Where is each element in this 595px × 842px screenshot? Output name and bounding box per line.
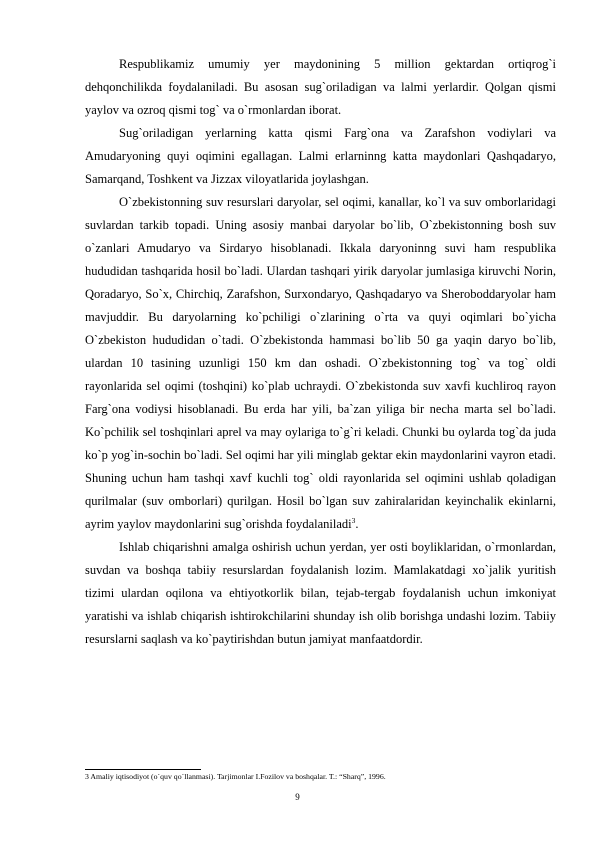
paragraph-end-punctuation: . bbox=[355, 517, 359, 531]
footnote: 3 Amaliy iqtisodiyot (o`quv qo`llanmasi). Tarjimonlar I.Fozilov va boshqalar. T.: “Sharq”, 1996. bbox=[85, 772, 386, 781]
paragraph-land-use: Respublikamiz umumiy yer maydonining 5 million gektardan ortiqrog`i dehqonchilikda foydalaniladi. Bu asosan sug`oriladigan va lalmi yerlardir. Qolgan qismi yaylov va ozroq qismi tog` va o`rmonlardan iborat. bbox=[85, 57, 556, 117]
paragraph-water-resources-text: O`zbekistonning suv resurslari daryolar, sel oqimi, kanallar, ko`l va suv omborlaridagi suvlardan tarkib topadi. Uning asosiy manbai daryolar bo`lib, O`zbekistonning bosh suv o`zanlari Amudaryo va Sirdaryo hisoblanadi. Ikkala daryoninng suvi ham respublika hududidan tashqarida hosil bo`ladi. Ulardan tashqari yirik daryolar jumlasiga kiruvchi Norin, Qoradaryo, So`x, Chirchiq, Zarafshon, Surxondaryo, Qashqadaryo va Sheroboddaryolar ham mavjuddir. Bu daryolarning ko`pchiligi o`zlarining o`rta va quyi oqimlari bo`yicha O`zbekiston hududidan o`tadi. O`zbekistonda hammasi bo`lib 50 ga yaqin daryo bo`lib, ulardan 10 tasining uzunligi 150 km dan oshadi. O`zbekistonning tog` va tog` oldi rayonlarida sel oqimi (toshqini) ko`plab uchraydi. O`zbekistonda suv xavfi kuchliroq rayon Farg`ona vodiysi hisoblanadi. Bu erda har yili, ba`zan yiliga bir necha marta sel bo`ladi. Ko`pchilik sel toshqinlari aprel va may oylariga to`g`ri keladi. Chunki bu oylarda tog`da juda ko`p yog`in-sochin bo`ladi. Sel oqimi har yili minglab gektar ekin maydonlarini vayron etadi. Shuning uchun ham tashqi xavf kuchli tog` oldi rayonlarida sel oqimini ushlab qoladigan qurilmalar (suv omborlari) qurilgan. Hosil bo`lgan suv zahiralaridan keyinchalik ekinlarni, ayrim yaylov maydonlarini sug`orishda foydalaniladi bbox=[85, 195, 556, 531]
paragraph-irrigated-land: Sug`oriladigan yerlarning katta qismi Farg`ona va Zarafshon vodiylari va Amudaryoning quyi oqimini egallagan. Lalmi erlarninng katta maydonlari Qashqadaryo, Samarqand, Toshkent va Jizzax viloyatlarida joylashgan. bbox=[85, 126, 556, 186]
page-number: 9 bbox=[295, 792, 300, 802]
paragraph-resource-use: Ishlab chiqarishni amalga oshirish uchun yerdan, yer osti boyliklaridan, o`rmonlardan, suvdan va boshqa tabiiy resurslardan foydalanish lozim. Mamlakatdagi xo`jalik yuritish tizimi ulardan oqilona va ehtiyotkorlik bilan, tejab-tergab foydalanish uchun imkoniyat yaratishi va ishlab chiqarish ishtirokchilarini shunday ish olib borishga undashi lozim. Tabiiy resurslarni saqlash va ko`paytirishdan butun jamiyat manfaatdordir. bbox=[85, 540, 556, 646]
footnote-reference: 3 bbox=[351, 515, 356, 525]
paragraph-water-resources bbox=[85, 191, 556, 536]
body-text bbox=[85, 53, 556, 651]
footnote-separator bbox=[85, 769, 201, 770]
